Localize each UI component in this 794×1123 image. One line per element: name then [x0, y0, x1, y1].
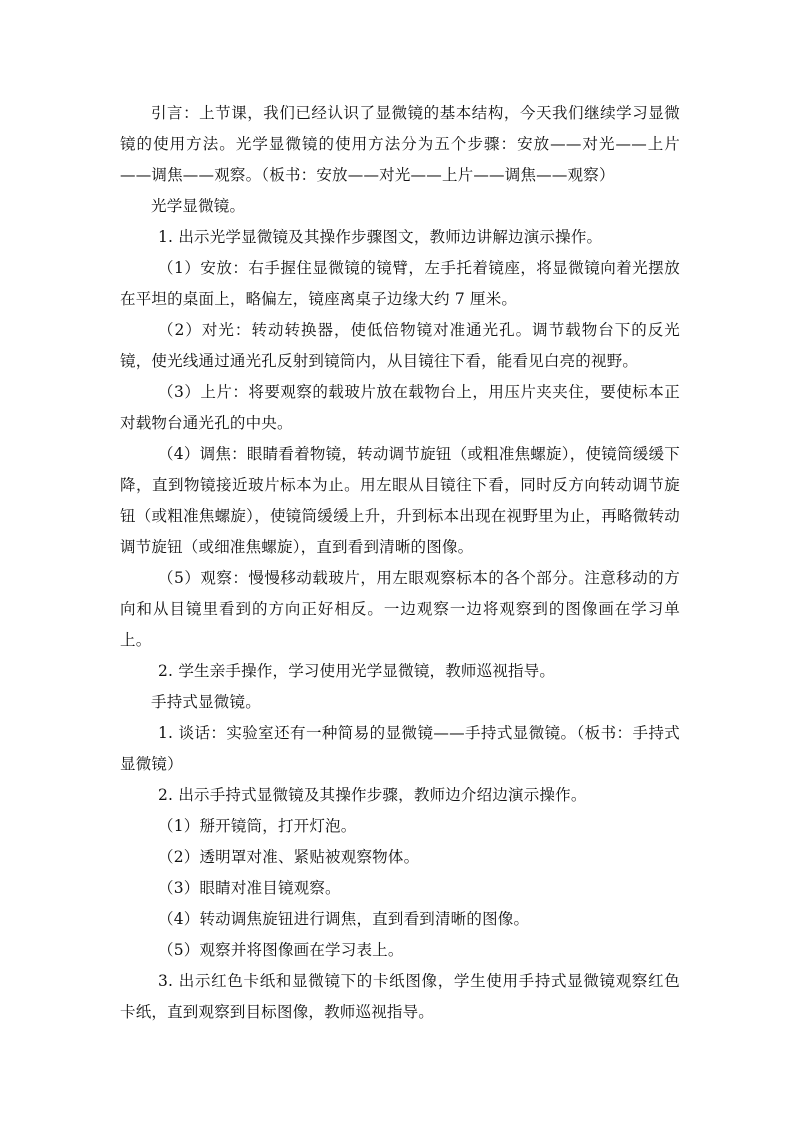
substep-item: （3）上片：将要观察的载玻片放在载物台上，用压片夹夹住，要使标本正对载物台通光孔的中央。: [120, 383, 680, 432]
section-heading-optical-microscope: 光学显微镜。: [151, 197, 246, 215]
substep-item: （4）调焦：眼睛看着物镜，转动调节旋钮（或粗准焦螺旋），使镜筒缓缓下降，直到物镜接近玻片标本为止。用左眼从目镜往下看，同时反方向转动调节旋钮（或粗准焦螺旋），使镜筒缓缓上升，升到标本出现在视野里为止，再略微转动调节旋钮（或细准焦螺旋），直到看到清晰的图像。: [120, 445, 680, 556]
step-item: 2. 学生亲手操作，学习使用光学显微镜，教师巡视指导。: [158, 662, 556, 680]
substep-item: （2）透明罩对准、紧贴被观察物体。: [158, 848, 420, 866]
substep-item: （5）观察：慢慢移动载玻片，用左眼观察标本的各个部分。注意移动的方向和从目镜里看到的方向正好相反。一边观察一边将观察到的图像画在学习单上。: [120, 569, 680, 649]
section-heading-handheld-microscope: 手持式显微镜。: [151, 693, 261, 711]
substep-item: （5）观察并将图像画在学习表上。: [158, 941, 404, 959]
substep-item: （1）安放：右手握住显微镜的镜臂，左手托着镜座，将显微镜向着光摆放在平坦的桌面上，略偏左，镜座离桌子边缘大约 7 厘米。: [120, 259, 680, 308]
step-item: 1. 出示光学显微镜及其操作步骤图文，教师边讲解边演示操作。: [158, 228, 603, 246]
step-item: 2. 出示手持式显微镜及其操作步骤，教师边介绍边演示操作。: [158, 786, 587, 804]
step-item: 1. 谈话：实验室还有一种简易的显微镜——手持式显微镜。（板书：手持式显微镜）: [120, 724, 680, 773]
substep-item: （2）对光：转动转换器，使低倍物镜对准通光孔。调节载物台下的反光镜，使光线通过通光孔反射到镜筒内，从目镜往下看，能看见白亮的视野。: [120, 321, 680, 370]
substep-item: （4）转动调焦旋钮进行调焦，直到看到清晰的图像。: [158, 910, 530, 928]
step-item: 3. 出示红色卡纸和显微镜下的卡纸图像，学生使用手持式显微镜观察红色卡纸，直到观察到目标图像，教师巡视指导。: [120, 972, 680, 1021]
document-body: [120, 98, 680, 1028]
intro-paragraph: 引言：上节课，我们已经认识了显微镜的基本结构，今天我们继续学习显微镜的使用方法。光学显微镜的使用方法分为五个步骤：安放——对光——上片——调焦——观察。（板书：安放——对光——上片——调焦——观察）: [120, 104, 680, 184]
substep-item: （3）眼睛对准目镜观察。: [158, 879, 341, 897]
substep-item: （1）掰开镜筒，打开灯泡。: [158, 817, 357, 835]
